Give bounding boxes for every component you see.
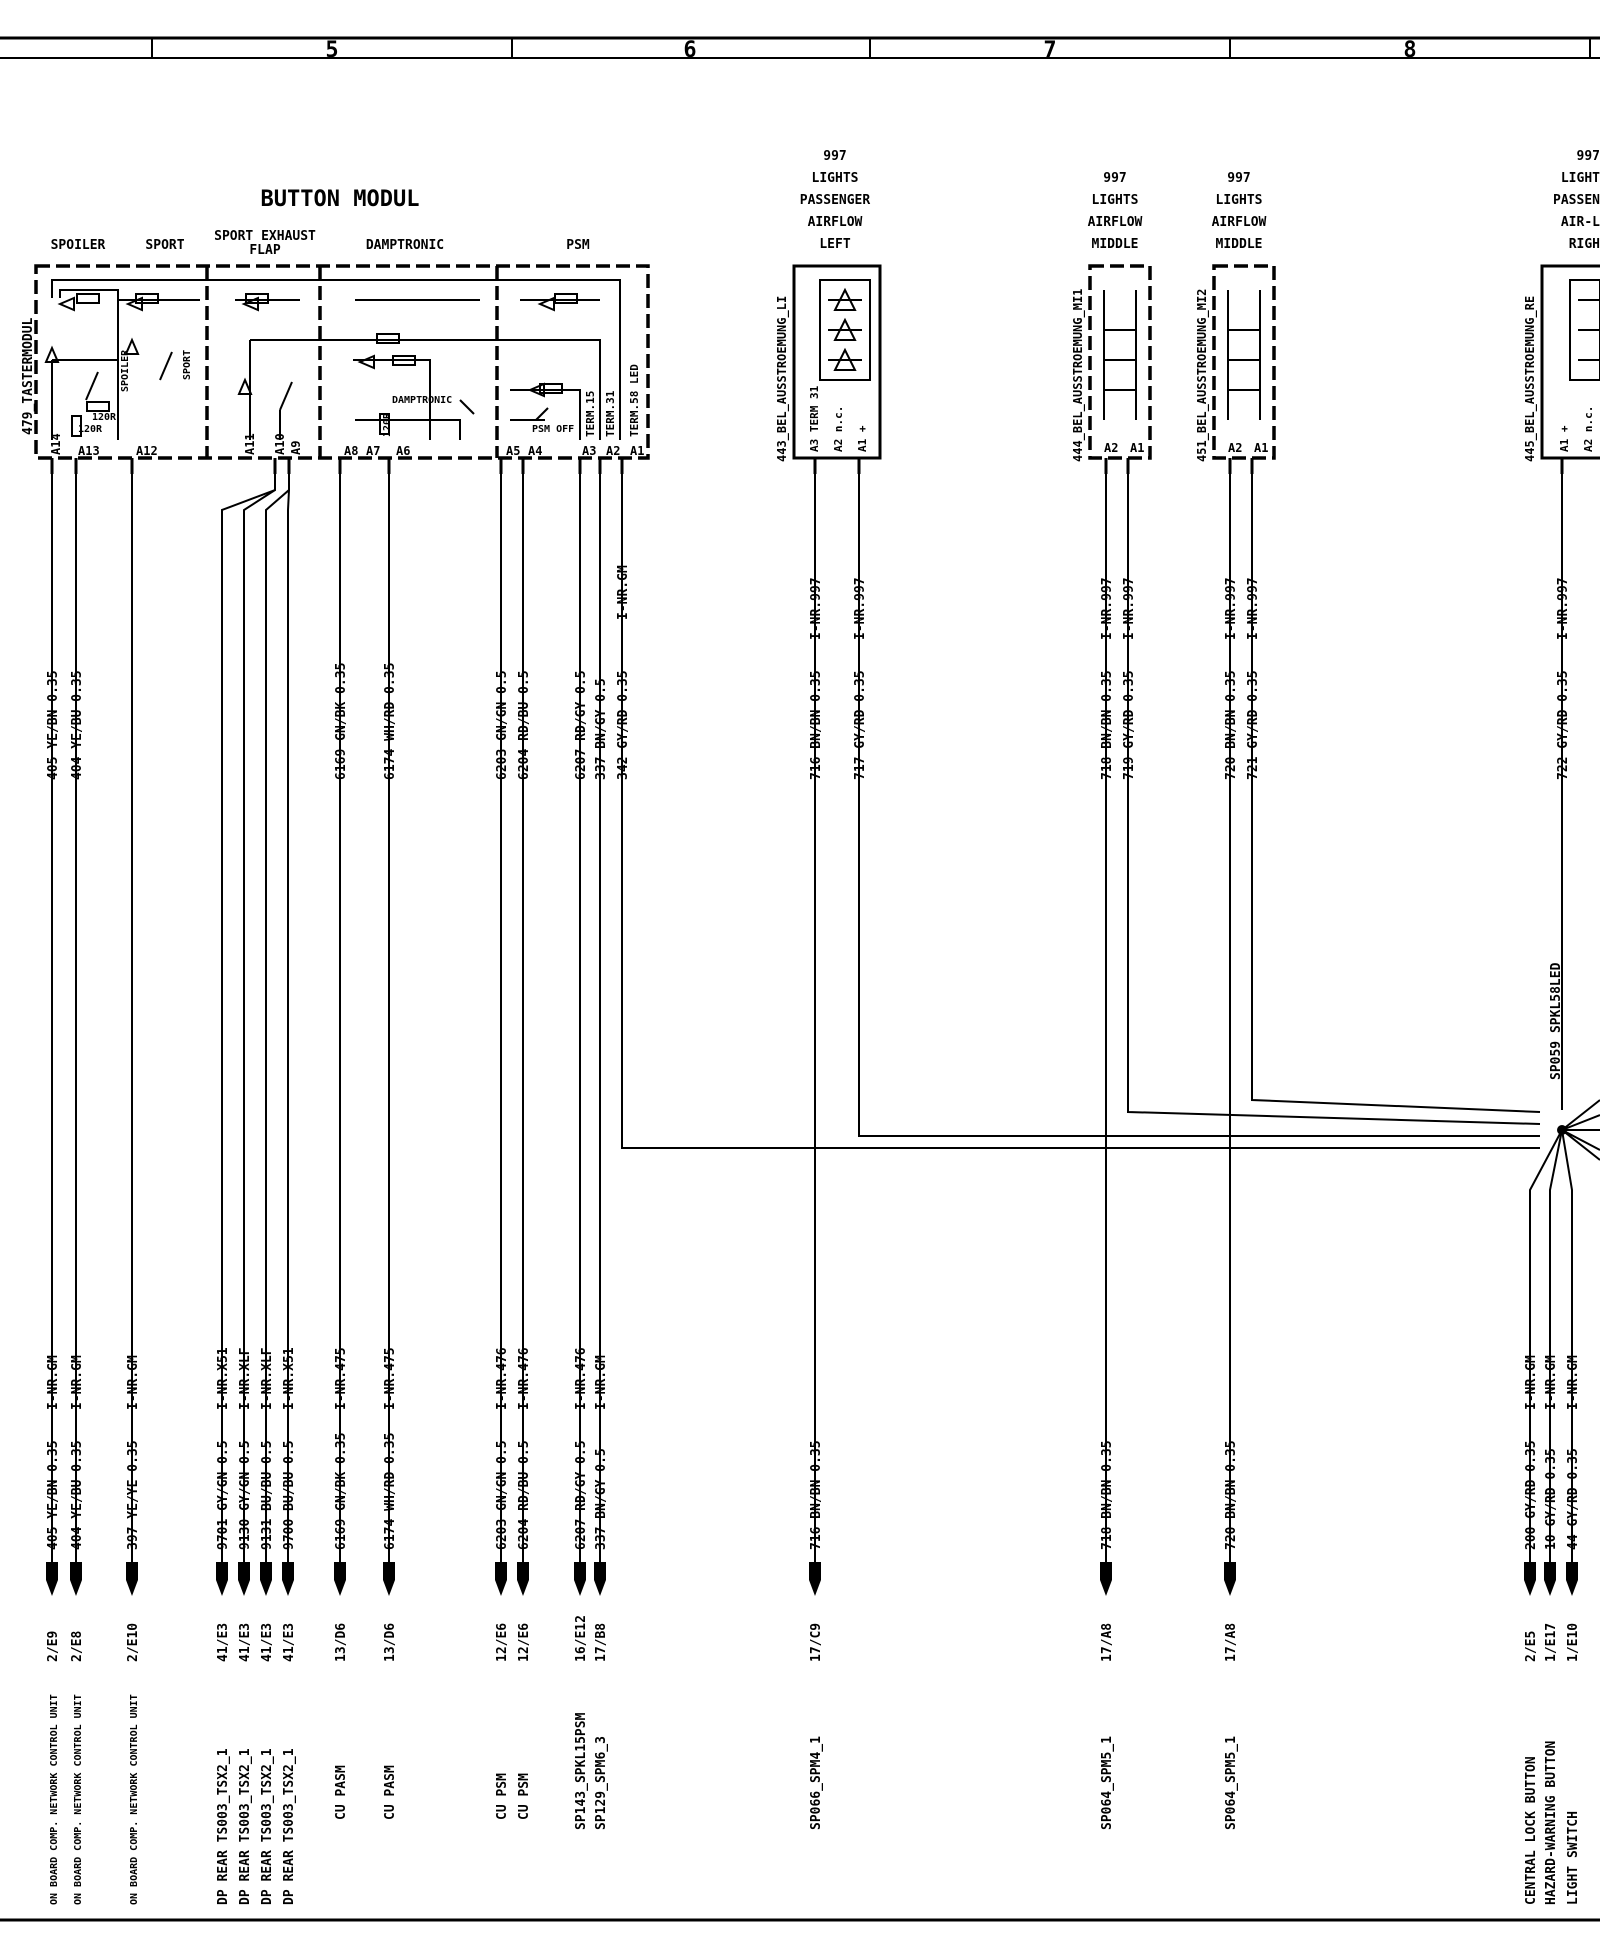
wire-tag: I-NR.475 (334, 1347, 349, 1410)
destination: DP REAR TS003_TSX2_1 (216, 1748, 231, 1905)
component-name: MIDDLE (1215, 237, 1263, 252)
connector-icon (1544, 1562, 1556, 1596)
wire-tag: I-NR.997 (1100, 577, 1115, 640)
component-name: AIRFLOW (1211, 215, 1267, 230)
wire-tag: I-NR.997 (853, 577, 868, 640)
connector-icon (574, 1562, 586, 1596)
wire-tag: I-NR.GM (1524, 1355, 1539, 1410)
wire-label: 716 BN/BN 0.35 (809, 670, 824, 780)
component-name: MIDDLE (1091, 237, 1139, 252)
connector-icon (809, 1562, 821, 1596)
component-name: LIGHTS (1215, 193, 1263, 208)
inner-label-psm-off: PSM OFF (532, 424, 575, 435)
pin-a7: A7 (366, 444, 381, 458)
wire-label: 716 BN/BN 0.35 (809, 1440, 824, 1550)
wire-label: 6204 RD/BU 0.5 (517, 670, 532, 780)
inner-label-term15: TERM.15 (584, 390, 597, 437)
pin-a9: A9 (289, 440, 303, 455)
pin-a5: A5 (506, 444, 521, 458)
section-psm: PSM (566, 238, 590, 253)
wire-label: 6207 RD/GY 0.5 (574, 670, 589, 780)
wire-label: 337 BN/GY 0.5 (594, 1448, 609, 1550)
connector-icon (594, 1562, 606, 1596)
component-name: PASSENGER (799, 193, 871, 208)
page-ref: 2/E10 (126, 1622, 141, 1662)
connector-icon (1224, 1562, 1236, 1596)
wire-tag: I-NR.XLF (238, 1347, 253, 1410)
module-pins (49, 433, 644, 458)
page-ref: 12/E6 (517, 1622, 532, 1662)
destination: SP143_SPKL15PSM (574, 1712, 589, 1830)
grid-col-8: 8 (1403, 38, 1417, 63)
inner-label-spoiler: SPOILER (120, 349, 131, 392)
wire-label: 6203 GN/GN 0.5 (495, 1440, 510, 1550)
wire-label: 6203 GN/GN 0.5 (495, 670, 510, 780)
wire-label: 721 GY/RD 0.35 (1246, 670, 1261, 780)
page-ref: 41/E3 (238, 1622, 253, 1662)
page-ref: 2/E8 (70, 1630, 85, 1662)
wire-label: 342 GY/RD 0.35 (616, 670, 631, 780)
model-label: 997 (1103, 171, 1127, 186)
component-name: AIRFLOW (1087, 215, 1143, 230)
wire-label: 719 GY/RD 0.35 (1122, 670, 1137, 780)
button-module (21, 187, 648, 458)
page-ref: 17/C9 (809, 1622, 824, 1662)
wire-label: 718 BN/BN 0.35 (1100, 1440, 1115, 1550)
pin-a6: A6 (396, 444, 411, 458)
wire-label: 405 YE/BN 0.35 (46, 670, 61, 780)
upper-wire-labels (46, 663, 1571, 780)
wire-label: 6169 GN/BK 0.35 (334, 662, 349, 780)
wire-label: 10 GY/RD 0.35 (1544, 1448, 1559, 1550)
module-ref: 479_TASTERMODUL (21, 317, 36, 435)
page-ref: 13/D6 (334, 1622, 349, 1662)
wire-tag: I-NR.476 (495, 1347, 510, 1410)
pin-a1-plus: A1 + (856, 425, 869, 452)
component-name: RIGH (1568, 237, 1600, 252)
destination: ON BOARD COMP. NETWORK CONTROL UNIT (49, 1694, 60, 1905)
component-ref: 451_BEL_AUSSTROEMUNG_MI2 (1195, 288, 1209, 462)
destination: HAZARD-WARNING BUTTON (1544, 1740, 1559, 1905)
wire-tag: I-NR.475 (383, 1347, 398, 1410)
pin-a2: A2 (606, 444, 621, 458)
component-name: AIRFLOW (807, 215, 863, 230)
destination: CENTRAL LOCK BUTTON (1524, 1756, 1539, 1905)
connector-icon (216, 1562, 228, 1596)
lower-wire-labels (46, 1433, 1581, 1550)
page-ref: 12/E6 (495, 1622, 510, 1662)
grid-col-5: 5 (325, 38, 339, 63)
component-ref: 444_BEL_AUSSTROEMUNG_MI1 (1071, 288, 1085, 462)
page-refs (46, 1615, 1581, 1662)
wire-label: 6207 RD/GY 0.5 (574, 1440, 589, 1550)
pin-a3: A3 (582, 444, 597, 458)
pin-a1-plus: A1 + (1558, 425, 1571, 452)
wire-tag: I-NR.GM (70, 1355, 85, 1410)
lower-tags (46, 1347, 1581, 1410)
wire-label: 720 BN/BN 0.35 (1224, 670, 1239, 780)
wire-label: 44 GY/RD 0.35 (1566, 1448, 1581, 1550)
pin-a1: A1 (630, 444, 645, 458)
destination: DP REAR TS003_TSX2_1 (282, 1748, 297, 1905)
component-name: LIGHTS (1091, 193, 1139, 208)
wire-tag: I-NR.997 (1556, 577, 1571, 640)
page-ref: 41/E3 (260, 1622, 275, 1662)
component-name: LEFT (819, 237, 851, 252)
wire-label: 397 YE/YE 0.35 (126, 1440, 141, 1550)
module-circuit (46, 280, 620, 440)
pin-a4: A4 (528, 444, 543, 458)
grid-col-7: 7 (1043, 38, 1057, 63)
page-ref: 17/A8 (1100, 1622, 1115, 1662)
page-ref: 2/E5 (1524, 1630, 1539, 1662)
page-ref: 41/E3 (282, 1622, 297, 1662)
pin-a2-nc: A2 n.c. (1582, 405, 1595, 452)
component-ref: 443_BEL_AUSSTROEMUNG_LI (775, 295, 789, 462)
component-name: PASSEN (1553, 193, 1600, 208)
inner-label-120r-b: 120R (78, 424, 103, 435)
wire-label: 405 YE/BN 0.35 (46, 1440, 61, 1550)
pin-a2: A2 (1104, 441, 1119, 455)
wire-tag: I-NR.997 (1224, 577, 1239, 640)
page-ref: 1/E17 (1544, 1622, 1559, 1662)
wire-tag: I-NR.476 (517, 1347, 532, 1410)
wire-tag: I-NR.X51 (216, 1347, 231, 1410)
wire-tag: I-NR.GM (594, 1355, 609, 1410)
wire-tag: I-NR.X51 (282, 1347, 297, 1410)
model-label: 997 (1227, 171, 1251, 186)
section-spoiler: SPOILER (50, 238, 106, 253)
model-label: 997 (823, 149, 847, 164)
light-component-left (775, 149, 880, 462)
pin-a1: A1 (1130, 441, 1145, 455)
destination: CU PASM (334, 1765, 349, 1820)
destination: SP129_SPM6_3 (594, 1736, 609, 1830)
section-damptronic: DAMPTRONIC (365, 238, 445, 253)
wire-tag: I-NR.476 (574, 1347, 589, 1410)
section-sport: SPORT (145, 238, 185, 253)
connector-icon (495, 1562, 507, 1596)
wire-tag: I-NR.GM (616, 565, 631, 620)
connector-icon (1100, 1562, 1112, 1596)
destination: CU PSM (517, 1773, 532, 1820)
connector-icon (1524, 1562, 1536, 1596)
destinations (49, 1694, 1581, 1905)
page-ref: 13/D6 (383, 1622, 398, 1662)
wire-tag: I-NR.997 (809, 577, 824, 640)
page-ref: 1/E10 (1566, 1622, 1581, 1662)
component-name: LIGHTS (811, 171, 859, 186)
connector-symbols (46, 1562, 1578, 1596)
grid-col-6: 6 (683, 38, 697, 63)
destination: DP REAR TS003_TSX2_1 (238, 1748, 253, 1905)
pin-a13: A13 (78, 444, 100, 458)
component-name: LIGHT (1560, 171, 1600, 186)
inner-label-damptronic: DAMPTRONIC (392, 395, 453, 406)
pin-a2: A2 (1228, 441, 1243, 455)
connector-icon (126, 1562, 138, 1596)
pin-a8: A8 (344, 444, 359, 458)
light-component-middle-2 (1195, 171, 1274, 462)
wire-label: 6204 RD/BU 0.5 (517, 1440, 532, 1550)
wire-tag: I-NR.997 (1122, 577, 1137, 640)
page-ref: 16/E12 (574, 1615, 589, 1662)
connector-icon (334, 1562, 346, 1596)
pin-a14: A14 (49, 433, 63, 455)
wire-label: 404 YE/BU 0.35 (70, 670, 85, 780)
wire-label: 9700 BU/BU 0.5 (282, 1440, 297, 1550)
connector-icon (238, 1562, 250, 1596)
pin-a2-nc: A2 n.c. (832, 405, 845, 452)
wire-label: 720 BN/BN 0.35 (1224, 1440, 1239, 1550)
wire-label: 6169 GN/BK 0.35 (334, 1432, 349, 1550)
light-component-middle-1 (1071, 171, 1150, 462)
wire-label: 404 YE/BU 0.35 (70, 1440, 85, 1550)
connector-icon (70, 1562, 82, 1596)
wire-tag: I-NR.GM (46, 1355, 61, 1410)
wire-tag: I-NR.XLF (260, 1347, 275, 1410)
connector-icon (383, 1562, 395, 1596)
wire-tag: I-NR.GM (1566, 1355, 1581, 1410)
wire-label: 9701 GY/GN 0.5 (216, 1440, 231, 1550)
model-label: 997 (1576, 149, 1600, 164)
splice-label: SP059_SPKL58LED (1549, 962, 1564, 1080)
destination: ON BOARD COMP. NETWORK CONTROL UNIT (129, 1694, 140, 1905)
destination: SP066_SPM4_1 (809, 1736, 824, 1830)
wire-tag: I-NR.GM (1544, 1355, 1559, 1410)
wire-label: 717 GY/RD 0.35 (853, 670, 868, 780)
connector-icon (260, 1562, 272, 1596)
connector-icon (46, 1562, 58, 1596)
component-name: AIR-L (1560, 215, 1600, 230)
destination: CU PSM (495, 1773, 510, 1820)
wire-label: 722 GY/RD 0.35 (1556, 670, 1571, 780)
pin-a1: A1 (1254, 441, 1269, 455)
connector-icon (517, 1562, 529, 1596)
wire-label: 9130 GY/GN 0.5 (238, 1440, 253, 1550)
component-ref: 445_BEL_AUSSTROEMUNG_RE (1523, 295, 1537, 462)
wire-tag: I-NR.997 (1246, 577, 1261, 640)
destination: SP064_SPM5_1 (1224, 1736, 1239, 1830)
connector-icon (282, 1562, 294, 1596)
inner-label-term31: TERM.31 (604, 390, 617, 437)
wire-label: 718 BN/BN 0.35 (1100, 670, 1115, 780)
inner-label-120r-c: 120R (382, 412, 393, 437)
page-ref: 2/E9 (46, 1630, 61, 1662)
connector-icon (1566, 1562, 1578, 1596)
destination: SP064_SPM5_1 (1100, 1736, 1115, 1830)
destination: ON BOARD COMP. NETWORK CONTROL UNIT (73, 1694, 84, 1905)
pin-a11: A11 (243, 433, 257, 455)
section-sport-exhaust: SPORT EXHAUST (214, 229, 316, 244)
destination: LIGHT SWITCH (1566, 1811, 1581, 1905)
wire-label: 337 BN/GY 0.5 (594, 678, 609, 780)
inner-label-120r-a: 120R (92, 412, 117, 423)
page-ref: 17/A8 (1224, 1622, 1239, 1662)
light-component-right (1523, 149, 1600, 462)
wire-label: 9131 BU/BU 0.5 (260, 1440, 275, 1550)
inner-label-sport: SPORT (182, 349, 193, 380)
pin-a10: A10 (273, 433, 287, 455)
page-ref: 41/E3 (216, 1622, 231, 1662)
pin-a12: A12 (136, 444, 158, 458)
destination: CU PASM (383, 1765, 398, 1820)
page-ref: 17/B8 (594, 1622, 609, 1662)
wire-tag: I-NR.GM (126, 1355, 141, 1410)
destination: DP REAR TS003_TSX2_1 (260, 1748, 275, 1905)
upper-tags (616, 565, 1571, 640)
pin-a3-term31: A3 TERM 31 (808, 385, 821, 452)
section-flap: FLAP (249, 243, 281, 258)
wire-label: 6174 WH/RD 0.35 (383, 1432, 398, 1550)
wire-label: 200 GY/RD 0.35 (1524, 1440, 1539, 1550)
inner-label-term58: TERM.58 LED (628, 364, 641, 437)
wire-label: 6174 WH/RD 0.35 (383, 662, 398, 780)
button-module-title: BUTTON MODUL (260, 187, 420, 212)
